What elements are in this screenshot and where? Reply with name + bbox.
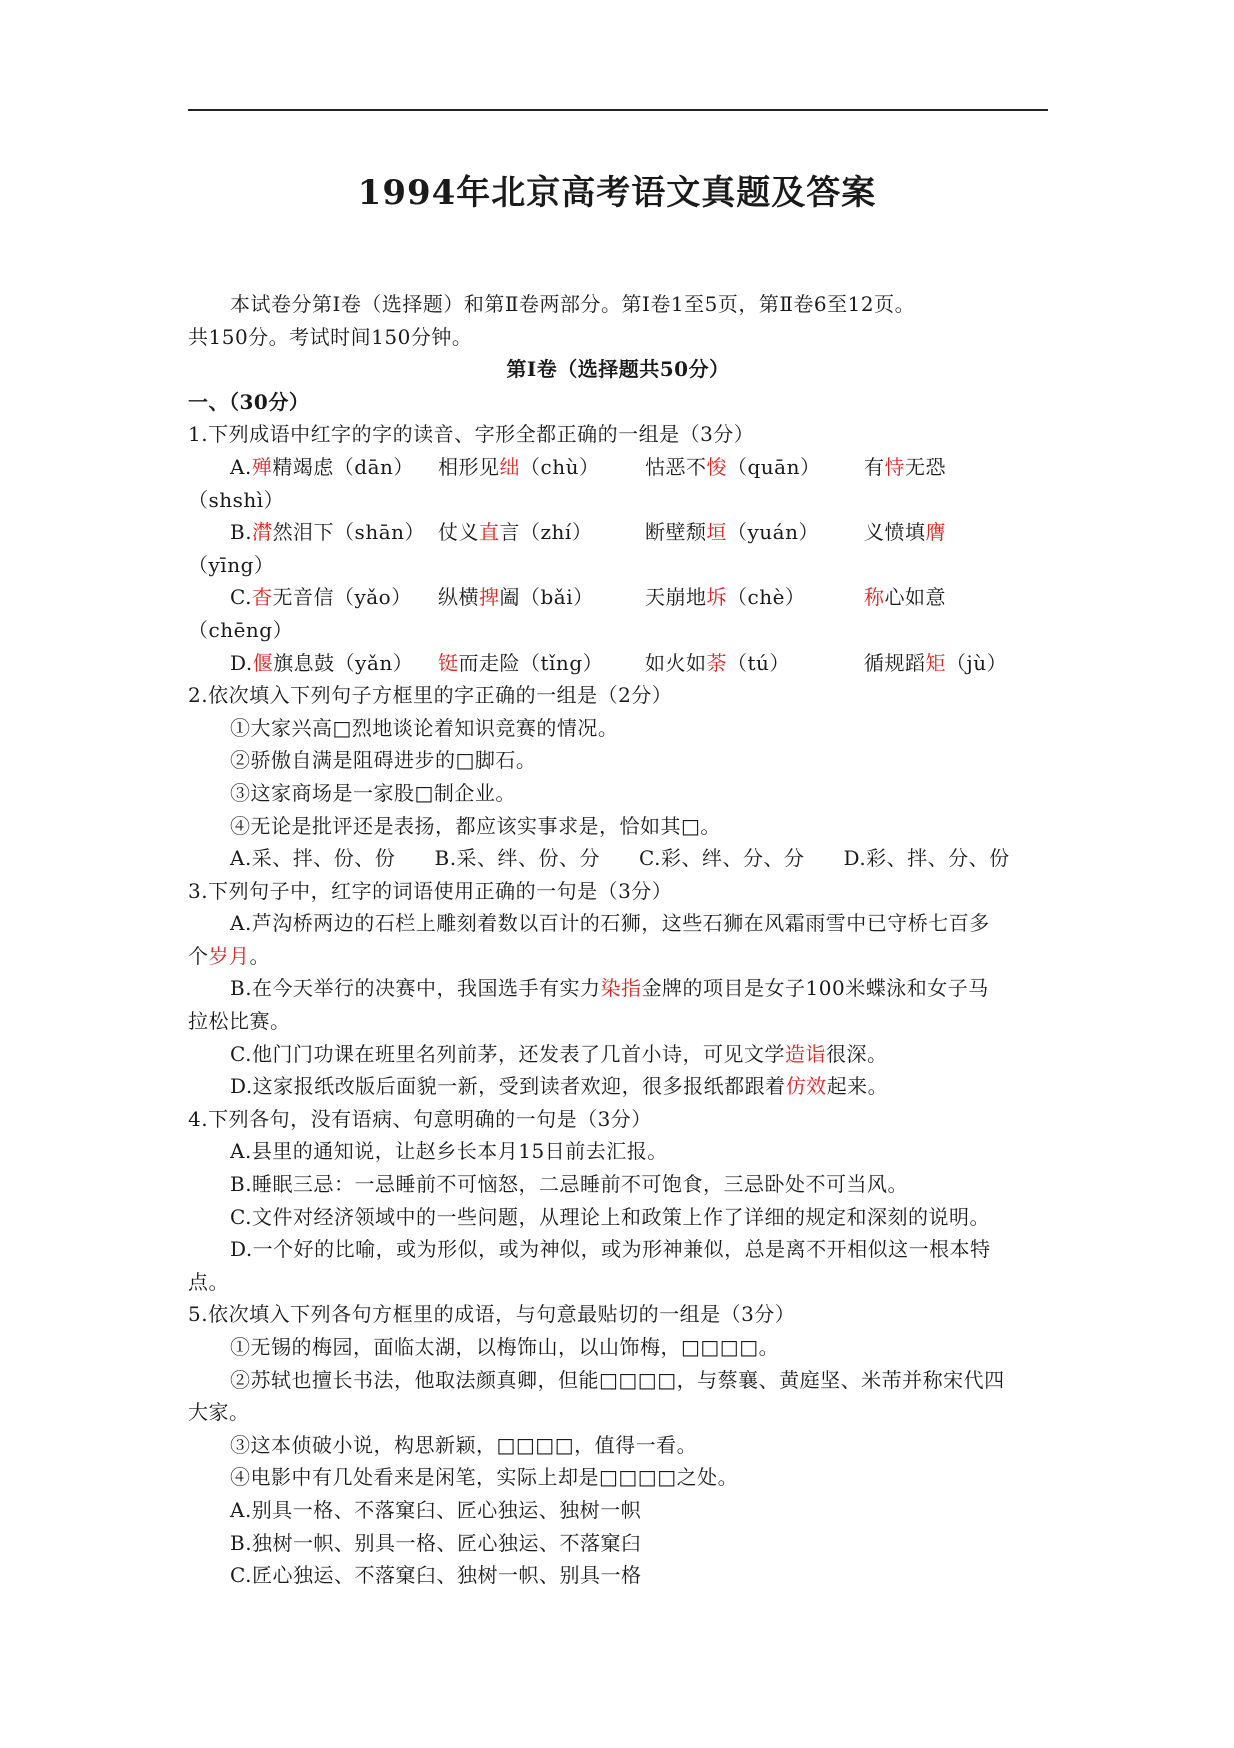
- q1-a-item: 怙恶不悛（quān）: [645, 454, 821, 479]
- q5-item-2-line1: ②苏轼也擅长书法，他取法颜真卿，但能□□□□，与蔡襄、黄庭坚、米芾并称宋代四: [230, 1367, 1005, 1392]
- q3-option-a-line1: A.芦沟桥两边的石栏上雕刻着数以百计的石狮，这些石狮在风霜雨雪中已守桥七百多: [230, 911, 990, 936]
- exam-content: [188, 288, 1048, 1592]
- q3-option-b-line1: B.在今天举行的决赛中，我国选手有实力染指金牌的项目是女子100米蝶泳和女子马: [230, 976, 989, 1001]
- q5-stem: 5.依次填入下列各句方框里的成语，与句意最贴切的一组是（3分）: [188, 1302, 796, 1327]
- q1-c-continuation: （chēng）: [188, 617, 294, 642]
- q4-option-c: C.文件对经济领域中的一些问题，从理论上和政策上作了详细的规定和深刻的说明。: [230, 1204, 990, 1229]
- q5-item-1: ①无锡的梅园，面临太湖，以梅饰山，以山饰梅，□□□□。: [230, 1335, 780, 1359]
- q4-option-b: B.睡眠三忌：一忌睡前不可恼怒，二忌睡前不可饱食，三忌卧处不可当风。: [230, 1172, 909, 1197]
- q3-stem: 3.下列句子中，红字的词语使用正确的一句是（3分）: [188, 878, 673, 903]
- q2-option-d: D.彩、拌、分、份: [843, 846, 1010, 871]
- q1-c-item: 称心如意: [864, 585, 946, 610]
- q1-a-item: 相形见绌（chù）: [438, 454, 600, 479]
- header-rule: [188, 109, 1048, 111]
- q4-stem: 4.下列各句，没有语病、句意明确的一句是（3分）: [188, 1106, 652, 1131]
- q3-option-d: D.这家报纸改版后面貌一新，受到读者欢迎，很多报纸都跟着仿效起来。: [230, 1074, 889, 1099]
- q1-stem: 1.下列成语中红字的字的读音、字形全都正确的一组是（3分）: [188, 422, 755, 447]
- q1-c-item: C.杳无音信（yǎo）: [230, 585, 412, 610]
- q1-b-item: 义愤填膺: [864, 520, 946, 545]
- q5-item-4: ④电影中有几处看来是闲笔，实际上却是□□□□之处。: [230, 1465, 739, 1490]
- q1-b-item: B.潸然泪下（shān）: [230, 520, 426, 545]
- q2-item: ①大家兴高□烈地谈论着知识竞赛的情况。: [230, 715, 619, 740]
- q1-c-item: 纵横捭阖（bǎi）: [438, 585, 594, 610]
- q1-d-item: 循规蹈矩（jù）: [864, 650, 1008, 675]
- q1-d-item: 如火如荼（tú）: [645, 650, 790, 675]
- q1-option-row-a: [188, 451, 1048, 484]
- q2-options: [188, 842, 1048, 875]
- q1-b-continuation: （yīng）: [188, 552, 275, 577]
- q3-option-a-line2: 个岁月。: [188, 943, 270, 968]
- q1-option-row-b: [188, 516, 1048, 549]
- intro-line-2: 共150分。考试时间150分钟。: [188, 324, 473, 349]
- q5-option-b: B.独树一帜、别具一格、匠心独运、不落窠臼: [230, 1530, 642, 1555]
- q3-option-b-line2: 拉松比赛。: [188, 1009, 291, 1034]
- q5-option-c: C.匠心独运、不落窠臼、独树一帜、别具一格: [230, 1563, 642, 1588]
- q2-option-b: B.采、绊、份、分: [434, 846, 601, 871]
- q1-a-item: A.殚精竭虑（dān）: [230, 454, 414, 479]
- q2-item: ④无论是批评还是表扬，都应该实事求是，恰如其□。: [230, 813, 721, 838]
- q2-stem: 2.依次填入下列句子方框里的字正确的一组是（2分）: [188, 683, 673, 708]
- q1-option-row-c: [188, 581, 1048, 614]
- page-title: 1994年北京高考语文真题及答案: [357, 173, 877, 213]
- q1-c-item: 天崩地坼（chè）: [645, 585, 806, 610]
- q2-option-a: A.采、拌、份、份: [230, 846, 396, 871]
- q1-b-item: 仗义直言（zhí）: [438, 520, 593, 545]
- q1-a-item: 有恃无恐: [864, 454, 946, 479]
- q1-d-item: D.偃旗息鼓（yǎn）: [230, 650, 414, 675]
- intro-line-1: 本试卷分第Ⅰ卷（选择题）和第Ⅱ卷两部分。第Ⅰ卷1至5页，第Ⅱ卷6至12页。: [230, 292, 916, 316]
- q4-option-d-line1: D.一个好的比喻，或为形似，或为神似，或为形神兼似，总是离不开相似这一根本特: [230, 1237, 991, 1262]
- q5-option-a: A.别具一格、不落窠臼、匠心独运、独树一帜: [230, 1497, 642, 1522]
- part-one-heading: 一、（30分）: [188, 389, 310, 414]
- q5-item-2-line2: 大家。: [188, 1400, 250, 1425]
- q1-a-continuation: （shshì）: [188, 487, 285, 512]
- q1-b-item: 断壁颓垣（yuán）: [645, 520, 819, 545]
- q2-item: ③这家商场是一家股□制企业。: [230, 780, 516, 805]
- q1-d-item: 铤而走险（tǐng）: [438, 650, 604, 675]
- q2-option-c: C.彩、绊、分、分: [639, 846, 805, 871]
- q4-option-d-line2: 点。: [188, 1269, 229, 1294]
- section-title: 第Ⅰ卷（选择题共50分）: [506, 357, 730, 382]
- q3-option-c: C.他门门功课在班里名列前茅，还发表了几首小诗，可见文学造诣很深。: [230, 1041, 888, 1066]
- q2-item: ②骄傲自满是阻碍进步的□脚石。: [230, 748, 537, 773]
- q1-option-row-d: [188, 647, 1048, 680]
- q5-item-3: ③这本侦破小说，构思新颖，□□□□，值得一看。: [230, 1432, 698, 1457]
- q4-option-a: A.县里的通知说，让赵乡长本月15日前去汇报。: [230, 1139, 668, 1164]
